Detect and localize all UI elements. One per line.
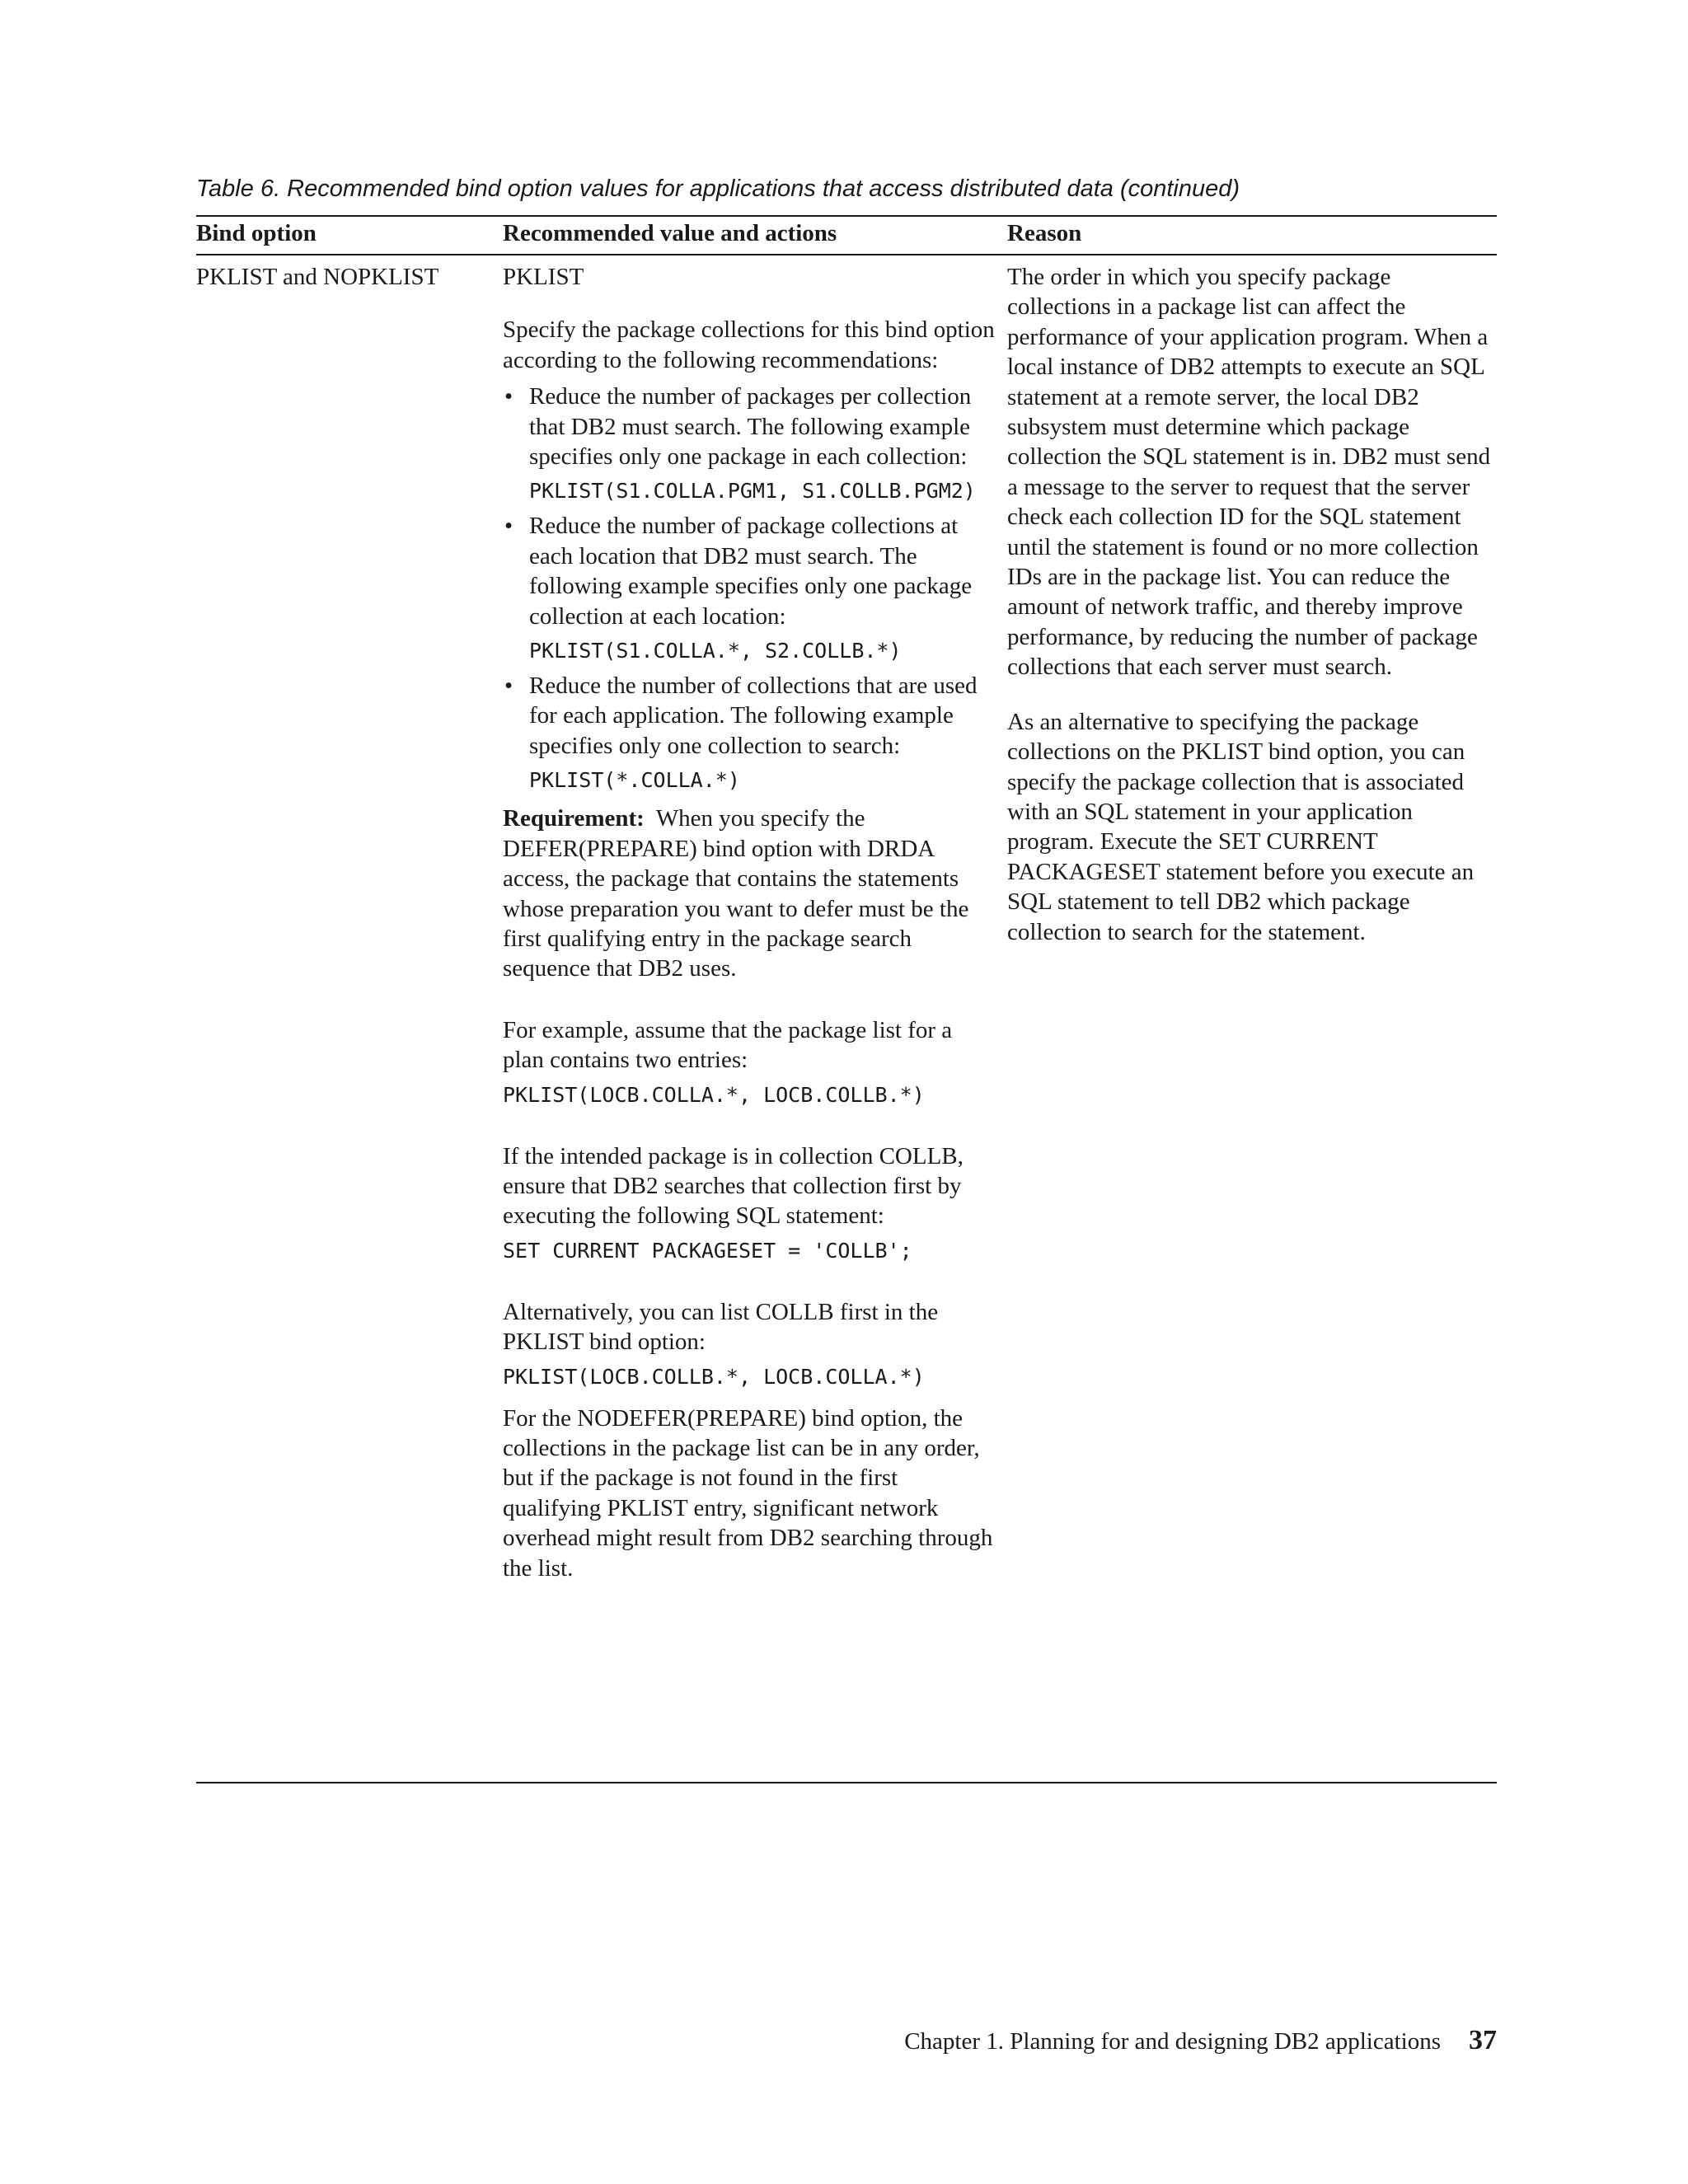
cell-bind-option — [196, 262, 493, 292]
code-example: PKLIST(S1.COLLA.*, S2.COLLB.*) — [529, 639, 902, 663]
bind-option-name: PKLIST and NOPKLIST — [196, 264, 439, 290]
code-example: PKLIST(LOCB.COLLB.*, LOCB.COLLA.*) — [503, 1364, 925, 1389]
intended-text: If the intended package is in collection COLLB, ensure that DB2 searches that collection first by executing the following SQL statement: — [503, 1142, 964, 1230]
column-header-bind-option: Bind option — [196, 220, 316, 246]
column-header-recommended: Recommended value and actions — [503, 220, 837, 246]
list-item — [503, 671, 999, 795]
code-example: PKLIST(*.COLLA.*) — [529, 768, 740, 793]
requirement-text: When you specify the DEFER(PREPARE) bind option with DRDA access, the package that contains the statements whose preparation you want to defer must be the first qualifying entry in the package search sequence that DB2 uses. — [503, 805, 969, 982]
code-example: SET CURRENT PACKAGESET = 'COLLB'; — [503, 1238, 912, 1263]
alternative-text: Alternatively, you can list COLLB first in the PKLIST bind option: — [503, 1298, 939, 1356]
recommended-intro: Specify the package collections for this bind option according to the following recommendations: — [503, 316, 995, 373]
bullet-icon: • — [504, 513, 513, 540]
column-header-reason: Reason — [1007, 220, 1082, 246]
table-caption: Table 6. Recommended bind option values for applications that access distributed data (continued) — [196, 176, 1240, 202]
example-text: For example, assume that the package list for a plan contains two entries: — [503, 1016, 953, 1074]
bullet-icon: • — [504, 673, 513, 700]
table-bottom-rule — [196, 1782, 1497, 1783]
chapter-title: Chapter 1. Planning for and designing DB2 applications — [904, 2028, 1441, 2055]
nodefer-text: For the NODEFER(PREPARE) bind option, the collections in the package list can be in any order, but if the package is not found in the first qualifying PKLIST entry, significant network overhead might result from DB2 searching through the list. — [503, 1404, 993, 1582]
requirement-note — [503, 804, 999, 983]
bullet-icon: • — [504, 383, 513, 410]
bullet-text: Reduce the number of collections that are used for each application. The following example specifies only one collection to search: — [529, 673, 978, 759]
list-item — [503, 511, 999, 666]
recommended-value: PKLIST — [503, 264, 584, 290]
page-number: 37 — [1469, 2025, 1497, 2055]
list-item — [503, 382, 999, 506]
table-top-rule — [196, 215, 1497, 217]
table-header-rule — [196, 254, 1497, 255]
code-example: PKLIST(S1.COLLA.PGM1, S1.COLLB.PGM2) — [529, 479, 976, 504]
cell-recommended — [503, 262, 999, 1583]
bullet-text: Reduce the number of packages per collection that DB2 must search. The following example specifies only one package in each collection: — [529, 383, 972, 471]
bullet-text: Reduce the number of package collections at each location that DB2 must search. The following example specifies only one package collection at each location: — [529, 513, 973, 630]
page-footer — [904, 2024, 1497, 2058]
cell-reason — [1007, 262, 1498, 947]
requirement-label: Requirement: — [503, 805, 645, 832]
code-example: PKLIST(LOCB.COLLA.*, LOCB.COLLB.*) — [503, 1082, 925, 1107]
recommendation-list — [503, 382, 999, 795]
reason-paragraph-2: As an alternative to specifying the package collections on the PKLIST bind option, you can specify the package collection that is associated with an SQL statement in your application program. Execute the SET CURRENT PACKAGESET statement before you execute an SQL statement to tell DB2 which package collection to search for the statement. — [1007, 708, 1475, 945]
reason-paragraph-1: The order in which you specify package collections in a package list can affect the performance of your application program. When a local instance of DB2 attempts to execute an SQL statement at a remote server, the local DB2 subsystem must determine which package collection the SQL statement is in. DB2 must send a message to the server to request that the server check each collection ID for the SQL statement until the statement is found or no more collection IDs are in the package list. You can reduce the amount of network traffic, and thereby improve performance, by reducing the number of package collections that each server must search. — [1007, 264, 1491, 681]
